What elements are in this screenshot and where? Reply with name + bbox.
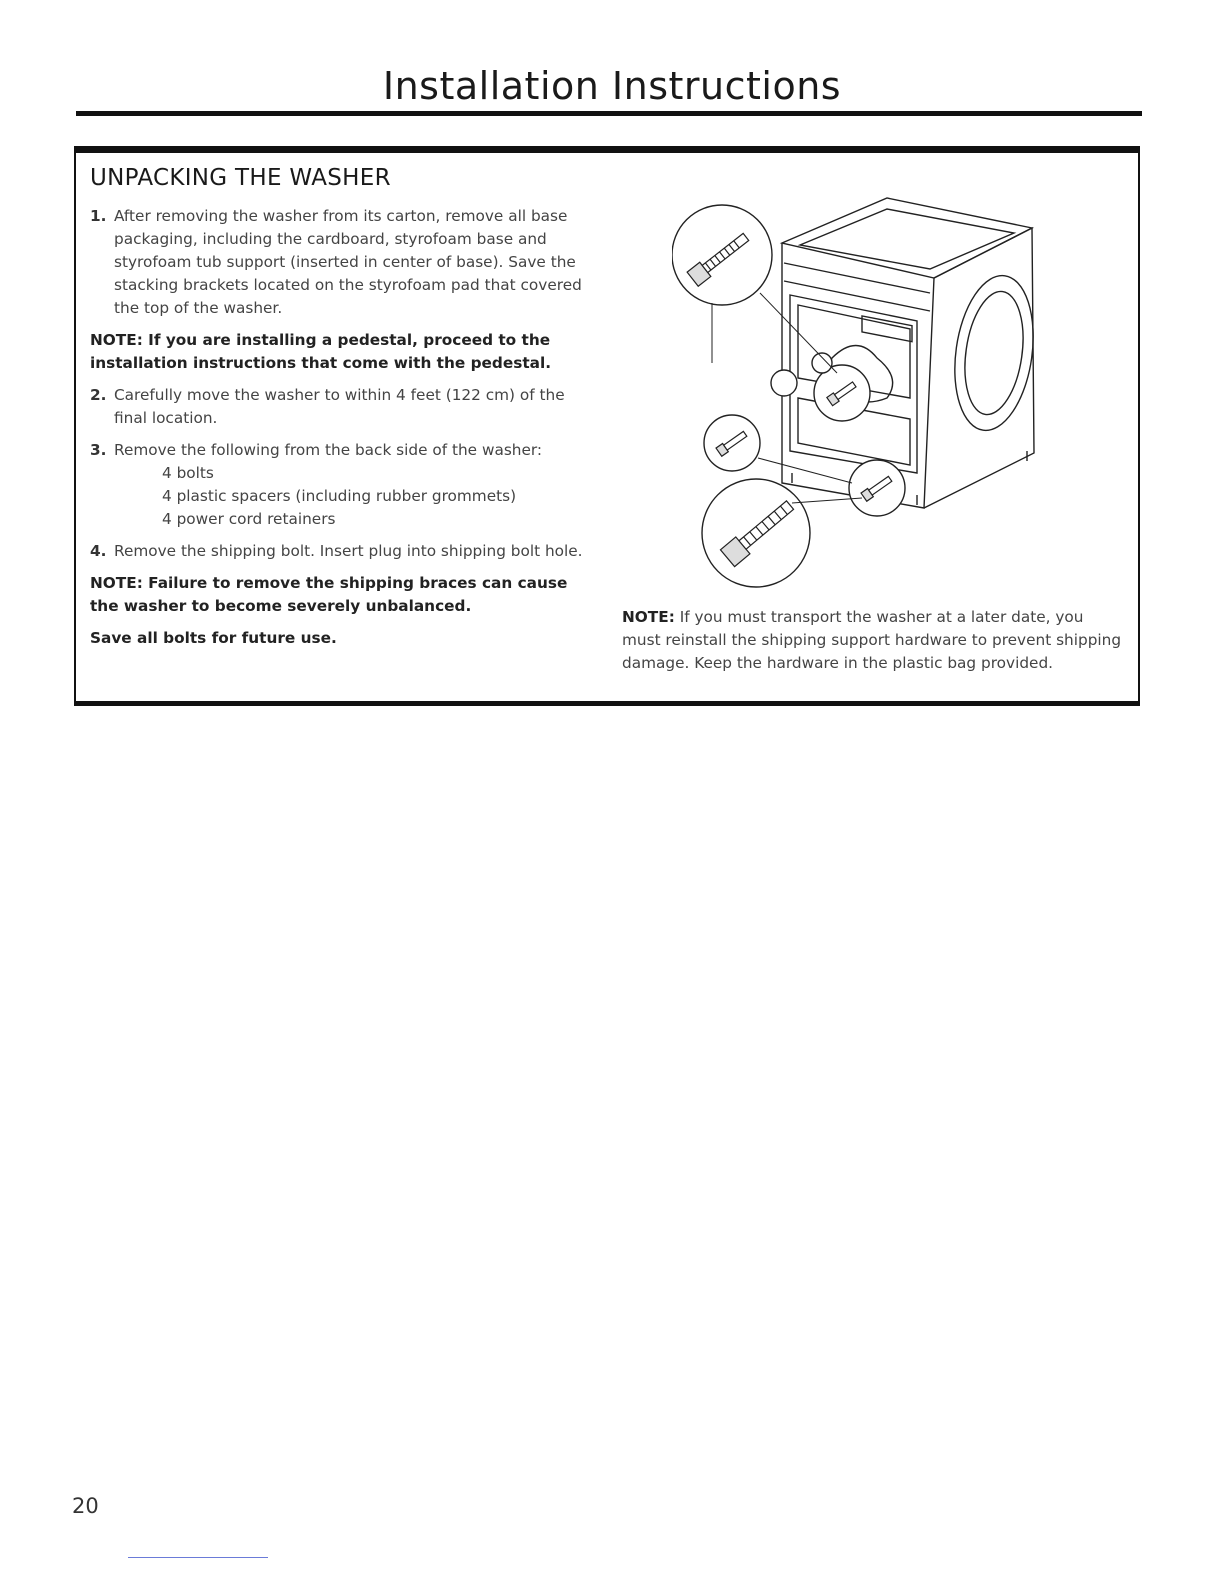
page-title: Installation Instructions [382,64,842,108]
section-heading: UNPACKING THE WASHER [90,165,391,191]
step-4 [90,540,590,563]
step-3 [90,439,590,531]
page-number: 20 [72,1494,99,1518]
note-tag: NOTE: [622,608,675,626]
unpacking-panel [74,146,1140,706]
braces-note [90,572,590,618]
title-rule [76,111,1142,116]
step-1 [90,205,590,320]
step-text: Carefully move the washer to within 4 feet (122 cm) of the final location. [114,386,565,427]
list-item: 4 bolts [162,464,214,482]
step-text: After removing the washer from its carton, remove all base packaging, including the cardboard, styrofoam base and styrofoam tub support (inserted in center of base). Save the stacking brackets located on the styrofoam pad that covered the top of the washer. [114,207,582,317]
note-tag: NOTE: [90,574,143,592]
instructions-column [90,205,590,659]
washer-back-illustration [672,183,1072,593]
step-number: 4. [90,542,107,560]
pedestal-note [90,329,590,375]
list-item: 4 power cord retainers [162,510,336,528]
note-text: Failure to remove the shipping braces can cause the washer to become severely unbalanced. [90,574,568,615]
note-tag: NOTE: [90,331,143,349]
step-number: 3. [90,441,107,459]
step-text: Remove the following from the back side of the washer: [114,441,543,459]
save-bolts-note: Save all bolts for future use. [90,629,337,647]
note-text: If you are installing a pedestal, proceed to the installation instructions that come with the pedestal. [90,331,552,372]
step-number: 2. [90,386,107,404]
step-number: 1. [90,207,107,225]
removal-list [114,462,590,531]
step-2 [90,384,590,430]
list-item: 4 plastic spacers (including rubber grommets) [162,487,517,505]
footer-rule [128,1557,268,1558]
note-text: If you must transport the washer at a later date, you must reinstall the shipping support hardware to prevent shipping damage. Keep the hardware in the plastic bag provided. [622,608,1122,672]
step-text: Remove the shipping bolt. Insert plug into shipping bolt hole. [114,542,583,560]
transport-note [622,606,1122,675]
